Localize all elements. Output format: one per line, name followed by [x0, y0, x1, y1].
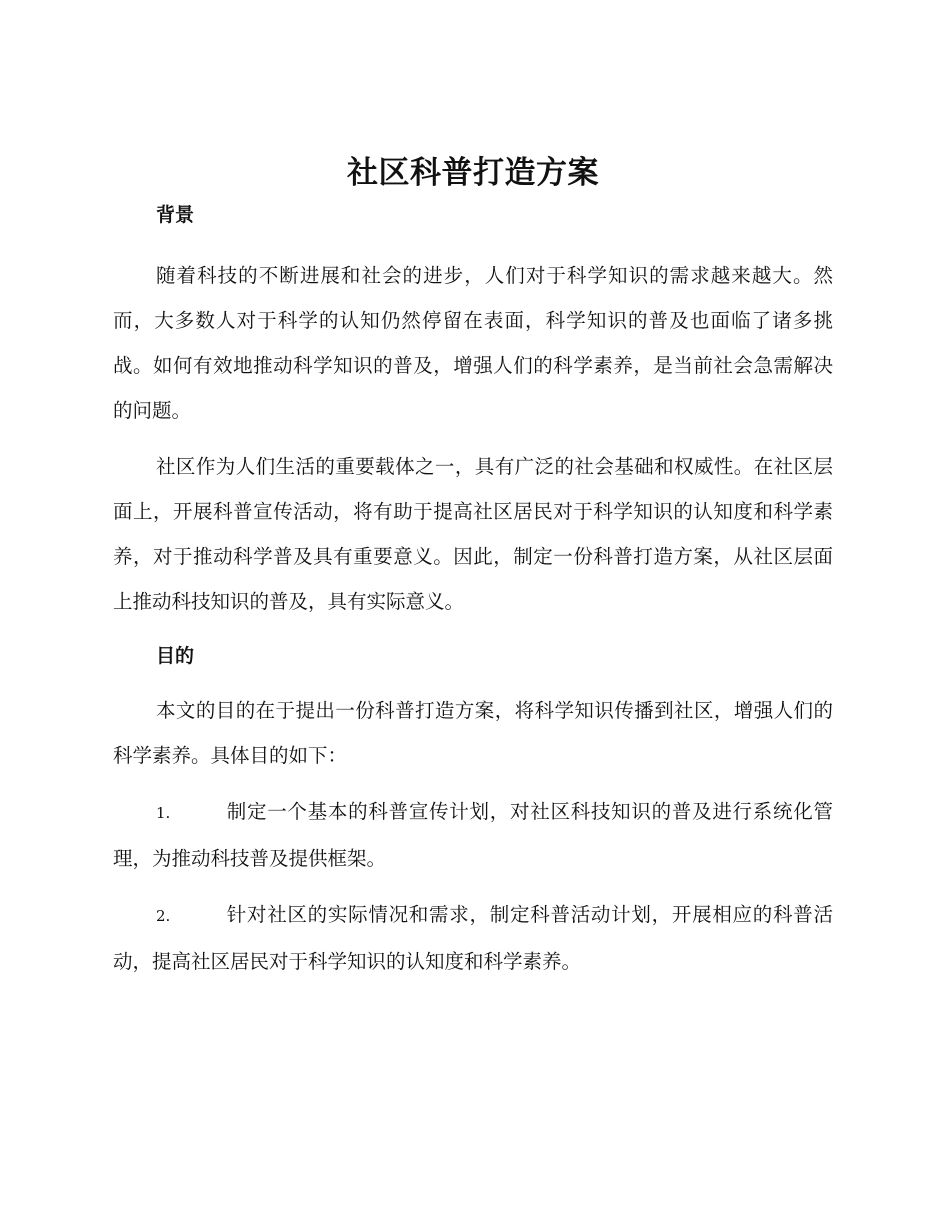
list-item [113, 789, 833, 881]
background-paragraph-2: 社区作为人们生活的重要载体之一，具有广泛的社会基础和权威性。在社区层面上，开展科普宣传活动，将有助于提高社区居民对于科学知识的认知度和科学素养，对于推动科学普及具有重要意义。因此，制定一份科普打造方案，从社区层面上推动科技知识的普及，具有实际意义。 [113, 455, 833, 613]
purpose-paragraph: 本文的目的在于提出一份科普打造方案，将科学知识传播到社区，增强人们的科学素养。具体目的如下： [113, 699, 833, 767]
background-paragraph-1: 随着科技的不断进展和社会的进步，人们对于科学知识的需求越来越大。然而，大多数人对于科学的认知仍然停留在表面，科学知识的普及也面临了诸多挑战。如何有效地推动科学知识的普及，增强人们的科学素养，是当前社会急需解决的问题。 [113, 264, 833, 422]
document-title: 社区科普打造方案 [347, 155, 599, 191]
document-body [113, 150, 833, 984]
list-item [113, 892, 833, 984]
list-item-number: 1. [156, 804, 171, 822]
list-item-number: 2. [156, 907, 171, 925]
section-heading-background: 背景 [156, 204, 195, 226]
list-item-text: 针对社区的实际情况和需求，制定科普活动计划，开展相应的科普活动，提高社区居民对于科学知识的认知度和科学素养。 [113, 903, 833, 973]
section-heading-purpose: 目的 [156, 645, 195, 667]
list-item-text: 制定一个基本的科普宣传计划，对社区科技知识的普及进行系统化管理，为推动科技普及提供框架。 [113, 800, 833, 870]
